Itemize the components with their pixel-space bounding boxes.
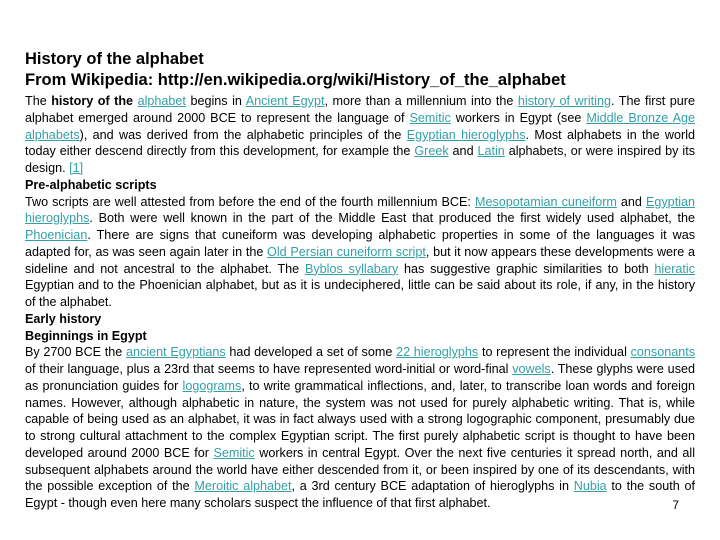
link-consonants[interactable]: consonants: [630, 345, 696, 360]
text-run: workers in Egypt (see: [450, 110, 587, 125]
link-old-persian-cuneiform[interactable]: Old Persian cuneiform script: [267, 244, 426, 259]
link-logograms[interactable]: logograms: [182, 378, 242, 393]
pre-alphabetic-paragraph: [25, 194, 695, 311]
text-run: to represent the individual: [478, 345, 631, 360]
beginnings-paragraph: [25, 344, 695, 512]
intro-paragraph: [25, 93, 695, 177]
text-run: and: [448, 144, 478, 159]
section-heading-early-history: Early history: [25, 311, 102, 326]
text-run: begins in: [185, 94, 246, 108]
link-meroitic-alphabet[interactable]: Meroitic alphabet: [194, 479, 292, 494]
text-run: workers in central Egypt. Over the next five centuries it spread north, and all subsequent alphabets around the world have either descended from it, or been inspired by one of its descendants, with the possible exception of the: [25, 445, 695, 494]
link-latin[interactable]: Latin: [477, 144, 505, 159]
text-run: , a 3rd century BCE adaptation of hieroglyphs in: [291, 479, 574, 494]
link-vowels[interactable]: vowels: [512, 362, 551, 376]
text-run: . Both were well known in the part of the Middle East that produced the first widely used alphabet, the: [89, 211, 695, 226]
text-run: , but it now appears these developments were a sideline and not ancestral to the alphabet. The: [25, 244, 695, 276]
link-greek[interactable]: Greek: [414, 144, 449, 159]
text-run: . These glyphs were used as pronunciation guides for: [25, 362, 695, 393]
source-label: From Wikipedia:: [25, 71, 158, 89]
link-byblos-syllabary[interactable]: Byblos syllabary: [304, 261, 399, 276]
text-run: , to write grammatical inflections, and, later, to transcribe loan words and foreign names. However, although alphabetic in nature, the system was not used for purely alphabetic writing. That is, while capable of being used as an alphabet, it was in fact always used with a strong logographic component, presumably due to strong cultural attachment to the complex Egyptian script. The first purely alphabetic script is thought to have been developed around 2000 BCE for: [25, 378, 695, 460]
link-egyptian-hieroglyphs-2[interactable]: Egyptian hieroglyphs: [25, 194, 695, 226]
text-run: alphabets, or were inspired by its design.: [25, 144, 695, 175]
text-run: has suggestive graphic similarities to both: [398, 261, 655, 276]
link-hieratic[interactable]: hieratic: [654, 261, 695, 276]
text-run: and: [616, 194, 646, 209]
bold-text: history of the: [51, 94, 138, 108]
link-egyptian-hieroglyphs[interactable]: Egyptian hieroglyphs: [406, 127, 526, 142]
section-heading-pre-alphabetic: Pre-alphabetic scripts: [25, 177, 157, 192]
text-run: of their language, plus a 23rd that seems to have represented word-initial or word-final: [25, 362, 513, 376]
link-nubia[interactable]: Nubia: [573, 479, 607, 494]
text-run: Egyptian and to the Phoenician alphabet, but as it is undeciphered, little can be said about its role, if any, in the history of the alphabet.: [25, 278, 695, 309]
link-mesopotamian-cuneiform[interactable]: Mesopotamian cuneiform: [474, 194, 617, 209]
text-run: Two scripts are well attested from before the end of the fourth millennium BCE:: [25, 194, 475, 209]
link-semitic[interactable]: Semitic: [409, 110, 451, 125]
text-run: The: [25, 94, 52, 108]
link-ancient-egyptians[interactable]: ancient Egyptians: [126, 345, 226, 360]
link-middle-bronze-age-alphabets[interactable]: Middle Bronze Age alphabets: [25, 110, 695, 142]
link-history-of-writing[interactable]: history of writing: [517, 94, 611, 108]
text-run: to the south of Egypt - though even here many scholars suspect the influence of that first alphabet.: [25, 479, 695, 510]
source-line: [25, 70, 695, 91]
link-alphabet[interactable]: alphabet: [137, 94, 186, 108]
text-run: . The first pure alphabet emerged around 2000 BCE to represent the language of: [25, 94, 696, 125]
document-page: [25, 49, 695, 512]
text-run: had developed a set of some: [225, 345, 397, 360]
text-run: . There are signs that cuneiform was developing alphabetic properties in some of the languages it was adapted for, as was seen again later in the: [25, 228, 695, 259]
source-url: http://en.wikipedia.org/wiki/History_of_the_alphabet: [157, 71, 566, 89]
link-semitic-2[interactable]: Semitic: [213, 445, 255, 460]
section-heading-beginnings-in-egypt: Beginnings in Egypt: [25, 328, 147, 343]
text-run: . Most alphabets in the world today either descend directly from this development, for example the: [25, 127, 696, 159]
text-run: By 2700 BCE the: [25, 345, 127, 360]
link-ancient-egypt[interactable]: Ancient Egypt: [245, 94, 325, 108]
text-run: , more than a millennium into the: [324, 94, 518, 108]
page-title: History of the alphabet: [25, 50, 204, 68]
link-phoenician[interactable]: Phoenician: [25, 228, 88, 242]
text-run: ), and was derived from the alphabetic principles of the: [79, 127, 407, 142]
link-footnote-1[interactable]: [1]: [69, 161, 84, 175]
page-number: 7: [672, 498, 679, 512]
link-22-hieroglyphs[interactable]: 22 hieroglyphs: [396, 345, 479, 360]
